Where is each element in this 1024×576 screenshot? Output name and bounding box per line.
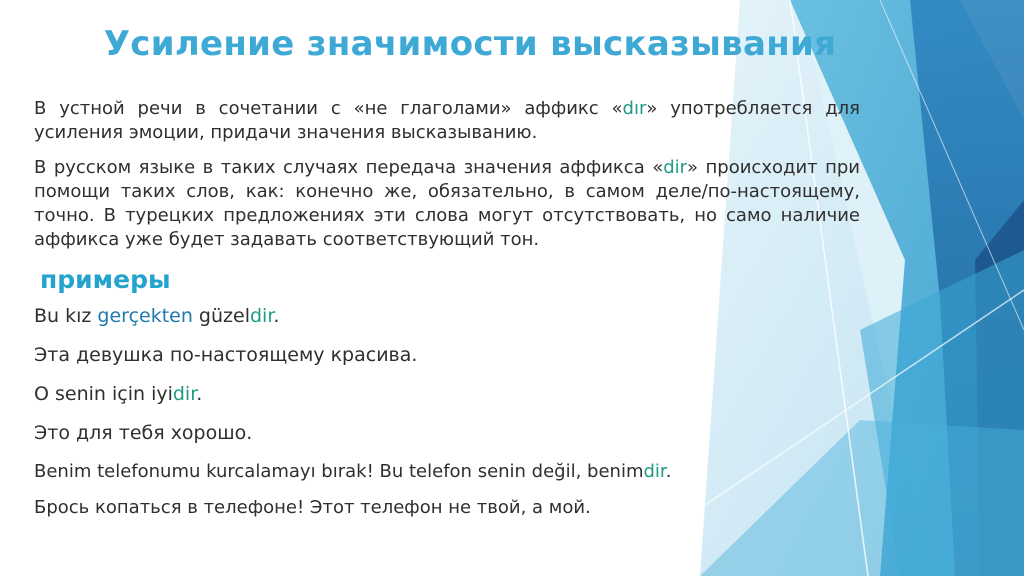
slide-content <box>34 97 860 532</box>
paragraph-2-text-b: » происходит при помощи таких слов, как: конечно же, обязательно, в самом деле/по-настоящему, точно. В турецких предложениях эти слова могут отсутствовать, но само наличие аффикса уже будет задавать соответствующий тон. <box>34 157 860 250</box>
example-text: Bu kız <box>34 305 98 327</box>
affix-dir-highlight: dır <box>622 98 647 119</box>
example-1-russian: Эта девушка по-настоящему красива. <box>34 344 418 366</box>
example-text: . <box>196 383 203 405</box>
example-text: . <box>273 305 280 327</box>
example-3-russian: Брось копаться в телефоне! Этот телефон не твой, а мой. <box>34 497 591 518</box>
example-text: . <box>665 461 672 482</box>
emphasis-word: gerçekten <box>97 305 193 327</box>
suffix-highlight: dir <box>172 383 197 405</box>
example-text: O senin için iyi <box>34 383 173 405</box>
paragraph-1-text-b: » употребляется для усиления эмоции, придачи значения высказыванию. <box>34 98 860 143</box>
suffix-highlight: dir <box>643 461 666 482</box>
example-2-russian: Это для тебя хорошо. <box>34 422 253 444</box>
paragraph-2-text-a: В русском языке в таких случаях передача значения аффикса « <box>34 157 664 178</box>
slide-title: Усиление значимости высказывания <box>103 24 837 64</box>
example-text: Benim telefonumu kurcalamayı bırak! Bu telefon senin değil, benim <box>34 461 644 482</box>
example-3-turkish <box>34 460 860 484</box>
paragraph-1-text-a: В устной речи в сочетании с «не глаголами» аффикс « <box>34 98 623 119</box>
paragraph-1 <box>34 97 860 145</box>
example-2-turkish <box>34 382 860 406</box>
affix-dir-highlight: dir <box>663 157 688 178</box>
paragraph-2 <box>34 156 860 252</box>
examples-heading: примеры <box>40 265 171 294</box>
example-1-turkish <box>34 304 860 328</box>
suffix-highlight: dir <box>249 305 274 327</box>
example-text: güzel <box>192 305 250 327</box>
